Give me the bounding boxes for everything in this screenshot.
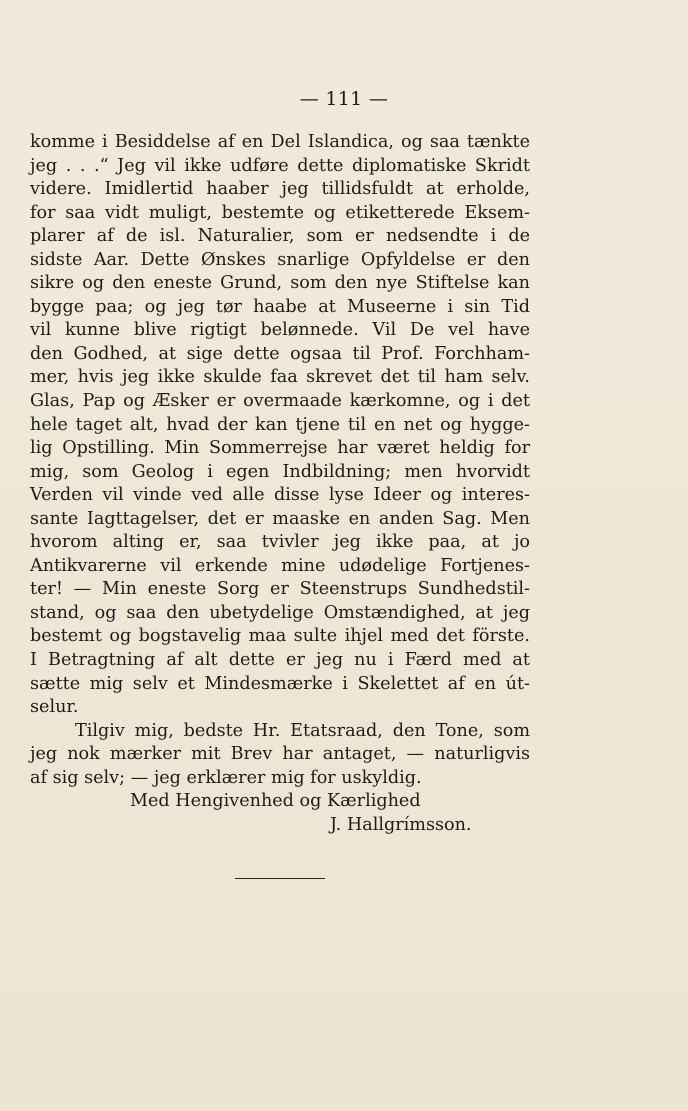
signature: J. Hallgrímsson. — [330, 814, 472, 835]
text-line: jeg . . .“ Jeg vil ikke udføre dette diplomatiske Skridt — [30, 155, 530, 176]
text-line: sætte mig selv et Mindesmærke i Skelettet af en út- — [30, 673, 530, 694]
text-line: af sig selv; — jeg erklærer mig for uskyldig. — [30, 767, 422, 788]
text-line: sante Iagttagelser, det er maaske en anden Sag. Men — [30, 508, 530, 529]
text-line: Glas, Pap og Æsker er overmaade kærkomne, og i det — [30, 391, 530, 412]
text-line: ter! — Min eneste Sorg er Steenstrups Sundhedstil- — [30, 579, 530, 600]
text-line: sikre og den eneste Grund, som den nye Stiftelse kan — [30, 273, 530, 294]
text-line: videre. Imidlertid haaber jeg tillidsfuldt at erholde, — [30, 179, 530, 200]
closing-line: Med Hengivenhed og Kærlighed — [130, 791, 421, 812]
text-line: selur. — [30, 697, 79, 718]
text-line: bestemt og bogstavelig maa sulte ihjel med det förste. — [30, 626, 530, 647]
text-line: mer, hvis jeg ikke skulde faa skrevet det til ham selv. — [30, 367, 530, 388]
text-line: lig Opstilling. Min Sommerrejse har været heldig for — [30, 438, 530, 459]
letter-text — [30, 131, 530, 837]
text-line: den Godhed, at sige dette ogsaa til Prof. Forchham- — [30, 343, 530, 364]
text-line: vil kunne blive rigtigt belønnede. Vil De vel have — [30, 320, 530, 341]
text-line: hele taget alt, hvad der kan tjene til en net og hygge- — [30, 414, 530, 435]
text-line: hvorom alting er, saa tvivler jeg ikke paa, at jo — [30, 532, 530, 553]
text-line: mig, som Geolog i egen Indbildning; men hvorvidt — [30, 461, 530, 482]
text-line: stand, og saa den ubetydelige Omstændighed, at jeg — [30, 602, 530, 623]
text-line: jeg nok mærker mit Brev har antaget, — naturligvis — [30, 744, 530, 765]
text-line: for saa vidt muligt, bestemte og etiketterede Eksem- — [30, 202, 530, 223]
text-line: komme i Besiddelse af en Del Islandica, og saa tænkte — [30, 132, 530, 152]
text-line: bygge paa; og jeg tør haabe at Museerne i sin Tid — [30, 296, 530, 317]
text-line: plarer af de isl. Naturalier, som er nedsendte i de — [30, 226, 530, 247]
footer-rule — [235, 878, 325, 879]
text-line: Antikvarerne vil erkende mine udødelige Fortjenes- — [30, 555, 530, 576]
text-line: Tilgiv mig, bedste Hr. Etatsraad, den Tone, som — [75, 720, 530, 741]
text-line: Verden vil vinde ved alle disse lyse Ideer og interes- — [30, 485, 530, 506]
text-line: sidste Aar. Dette Ønskes snarlige Opfyldelse er den — [30, 249, 530, 270]
text-line: I Betragtning af alt dette er jeg nu i Færd med at — [30, 650, 530, 671]
page-number: — 111 — — [299, 88, 389, 110]
